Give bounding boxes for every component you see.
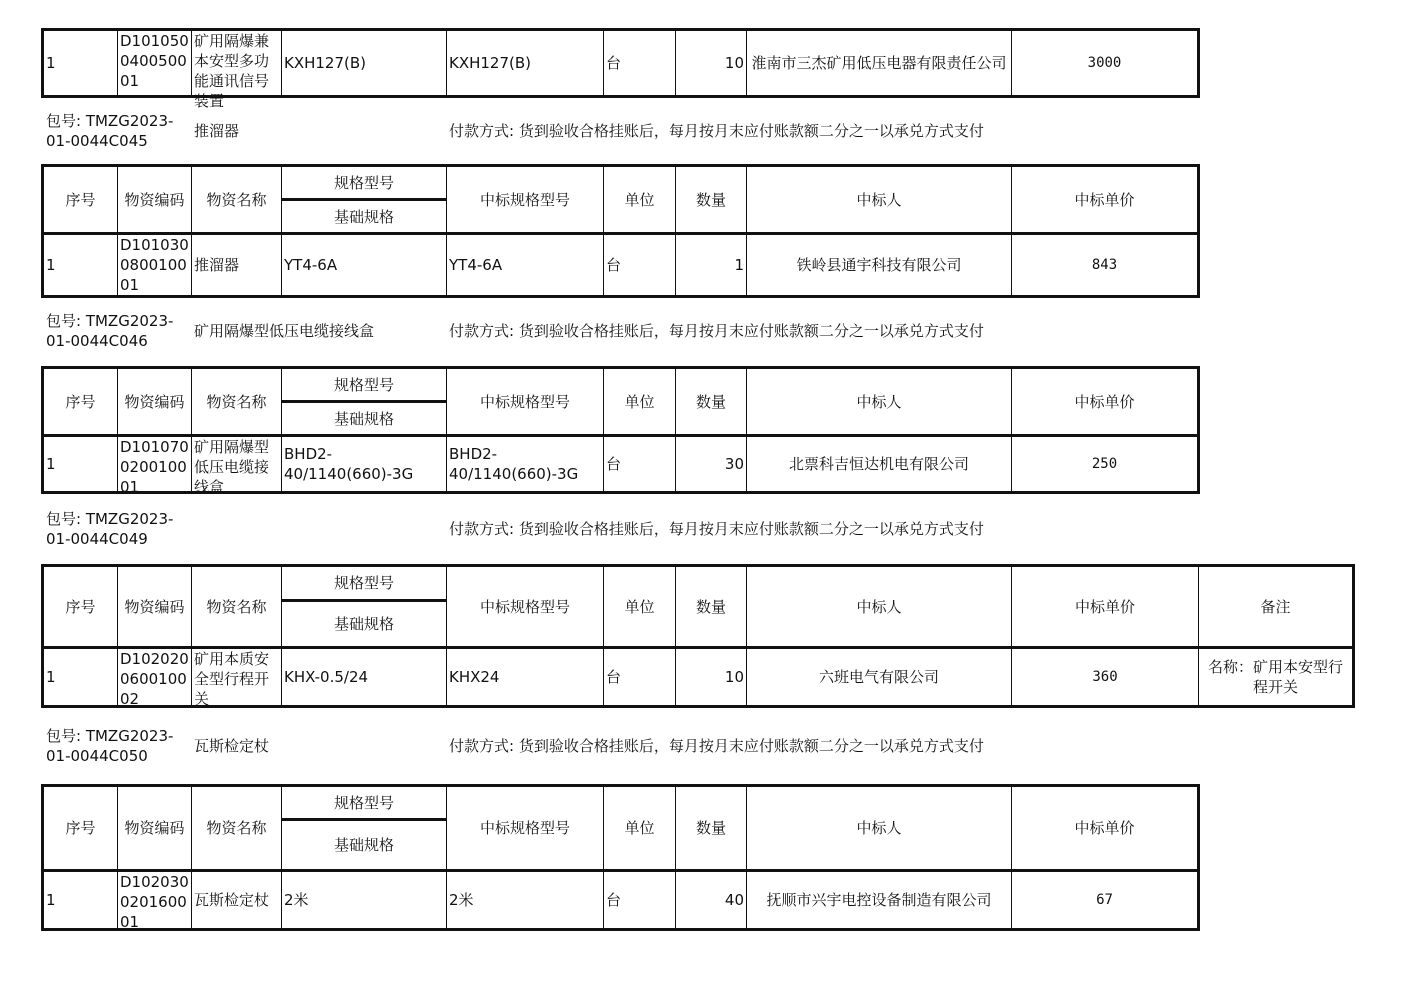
cell-unit: 台 <box>604 234 676 297</box>
cell-winner: 六班电气有限公司 <box>747 648 1012 707</box>
payment-terms-045: 付款方式: 货到验收合格挂账后，每月按月末应付账款额二分之一以承兑方式支付 <box>449 122 984 140</box>
top-row-table <box>41 28 1200 110</box>
package-table-050 <box>41 784 1200 931</box>
payment-terms-050: 付款方式: 货到验收合格挂账后，每月按月末应付账款额二分之一以承兑方式支付 <box>449 737 984 755</box>
cell-qty: 10 <box>676 648 747 707</box>
cell-qty: 40 <box>676 871 747 930</box>
header-bid-spec: 中标规格型号 <box>447 566 604 648</box>
header-base-spec: 基础规格 <box>282 601 447 648</box>
cell-qty: 10 <box>676 30 747 97</box>
cell-qty: 30 <box>676 436 747 493</box>
package-label-050: 包号: TMZG2023- 01-0044C050 <box>46 727 174 765</box>
package-table-046 <box>41 366 1200 494</box>
cell-price: 250 <box>1012 436 1199 493</box>
package-table-045 <box>41 164 1200 298</box>
cell-bid-spec: KXH127(B) <box>447 30 604 97</box>
cell-name: 矿用隔爆型低压电缆接线盒 <box>192 436 282 493</box>
header-base-spec: 基础规格 <box>282 200 447 234</box>
cell-winner: 抚顺市兴宇电控设备制造有限公司 <box>747 871 1012 930</box>
header-qty: 数量 <box>676 368 747 436</box>
header-spec: 规格型号 <box>282 368 447 402</box>
header-bid-spec: 中标规格型号 <box>447 166 604 234</box>
header-unit: 单位 <box>604 566 676 648</box>
cell-no: 1 <box>43 648 118 707</box>
header-spec: 规格型号 <box>282 786 447 820</box>
header-winner: 中标人 <box>747 368 1012 436</box>
cell-remark: 名称：矿用本安型行程开关 <box>1199 648 1354 707</box>
cell-bid-spec: 2米 <box>447 871 604 930</box>
header-no: 序号 <box>43 368 118 436</box>
header-spec: 规格型号 <box>282 166 447 200</box>
header-remark: 备注 <box>1199 566 1354 648</box>
cell-name: 矿用隔爆兼本安型多功能通讯信号装置 <box>192 30 282 97</box>
cell-spec: YT4-6A <box>282 234 447 297</box>
cell-qty: 1 <box>676 234 747 297</box>
cell-code: D1010700200100 01 <box>118 436 192 493</box>
header-qty: 数量 <box>676 786 747 871</box>
cell-winner: 淮南市三杰矿用低压电器有限责任公司 <box>747 30 1012 97</box>
cell-spec: BHD2-40/1140(660)-3G <box>282 436 447 493</box>
cell-bid-spec: BHD2-40/1140(660)-3G <box>447 436 604 493</box>
header-no: 序号 <box>43 786 118 871</box>
cell-spec: KHX-0.5/24 <box>282 648 447 707</box>
header-qty: 数量 <box>676 566 747 648</box>
header-base-spec: 基础规格 <box>282 402 447 436</box>
header-price: 中标单价 <box>1012 786 1199 871</box>
header-code: 物资编码 <box>118 166 192 234</box>
cell-bid-spec: YT4-6A <box>447 234 604 297</box>
header-no: 序号 <box>43 166 118 234</box>
header-price: 中标单价 <box>1012 368 1199 436</box>
cell-winner: 北票科吉恒达机电有限公司 <box>747 436 1012 493</box>
header-no: 序号 <box>43 566 118 648</box>
header-name: 物资名称 <box>192 368 282 436</box>
cell-unit: 台 <box>604 648 676 707</box>
header-code: 物资编码 <box>118 368 192 436</box>
header-unit: 单位 <box>604 166 676 234</box>
cell-price: 3000 <box>1012 30 1199 97</box>
payment-terms-046: 付款方式: 货到验收合格挂账后，每月按月末应付账款额二分之一以承兑方式支付 <box>449 322 984 340</box>
cell-unit: 台 <box>604 871 676 930</box>
cell-price: 67 <box>1012 871 1199 930</box>
cell-unit: 台 <box>604 30 676 97</box>
cell-no: 1 <box>43 871 118 930</box>
cell-code: D1010500400500 01 <box>118 30 192 97</box>
cell-price: 360 <box>1012 648 1199 707</box>
package-label-049: 包号: TMZG2023- 01-0044C049 <box>46 510 174 548</box>
header-bid-spec: 中标规格型号 <box>447 368 604 436</box>
cell-no: 1 <box>43 234 118 297</box>
cell-spec: 2米 <box>282 871 447 930</box>
package-table-049 <box>41 564 1355 708</box>
cell-code: D1020300201600 01 <box>118 871 192 930</box>
package-name-046: 矿用隔爆型低压电缆接线盒 <box>194 322 375 340</box>
header-winner: 中标人 <box>747 786 1012 871</box>
cell-spec: KXH127(B) <box>282 30 447 97</box>
cell-name: 瓦斯检定杖 <box>192 871 282 930</box>
cell-unit: 台 <box>604 436 676 493</box>
header-spec: 规格型号 <box>282 566 447 601</box>
payment-terms-049: 付款方式: 货到验收合格挂账后，每月按月末应付账款额二分之一以承兑方式支付 <box>449 520 984 538</box>
header-winner: 中标人 <box>747 166 1012 234</box>
cell-name: 推溜器 <box>192 234 282 297</box>
header-name: 物资名称 <box>192 166 282 234</box>
header-unit: 单位 <box>604 368 676 436</box>
header-name: 物资名称 <box>192 566 282 648</box>
header-price: 中标单价 <box>1012 166 1199 234</box>
cell-price: 843 <box>1012 234 1199 297</box>
header-name: 物资名称 <box>192 786 282 871</box>
cell-winner: 铁岭县通宇科技有限公司 <box>747 234 1012 297</box>
cell-bid-spec: KHX24 <box>447 648 604 707</box>
cell-no: 1 <box>43 436 118 493</box>
header-qty: 数量 <box>676 166 747 234</box>
header-winner: 中标人 <box>747 566 1012 648</box>
header-unit: 单位 <box>604 786 676 871</box>
header-base-spec: 基础规格 <box>282 820 447 871</box>
package-label-045: 包号: TMZG2023- 01-0044C045 <box>46 112 174 150</box>
header-price: 中标单价 <box>1012 566 1199 648</box>
cell-name: 矿用本质安全型行程开关 <box>192 648 282 707</box>
cell-code: D1020200600100 02 <box>118 648 192 707</box>
cell-no: 1 <box>43 30 118 97</box>
package-name-045: 推溜器 <box>194 122 240 140</box>
header-code: 物资编码 <box>118 786 192 871</box>
header-code: 物资编码 <box>118 566 192 648</box>
cell-code: D1010300800100 01 <box>118 234 192 297</box>
package-label-046: 包号: TMZG2023- 01-0044C046 <box>46 312 174 350</box>
package-name-050: 瓦斯检定杖 <box>194 737 270 755</box>
header-bid-spec: 中标规格型号 <box>447 786 604 871</box>
